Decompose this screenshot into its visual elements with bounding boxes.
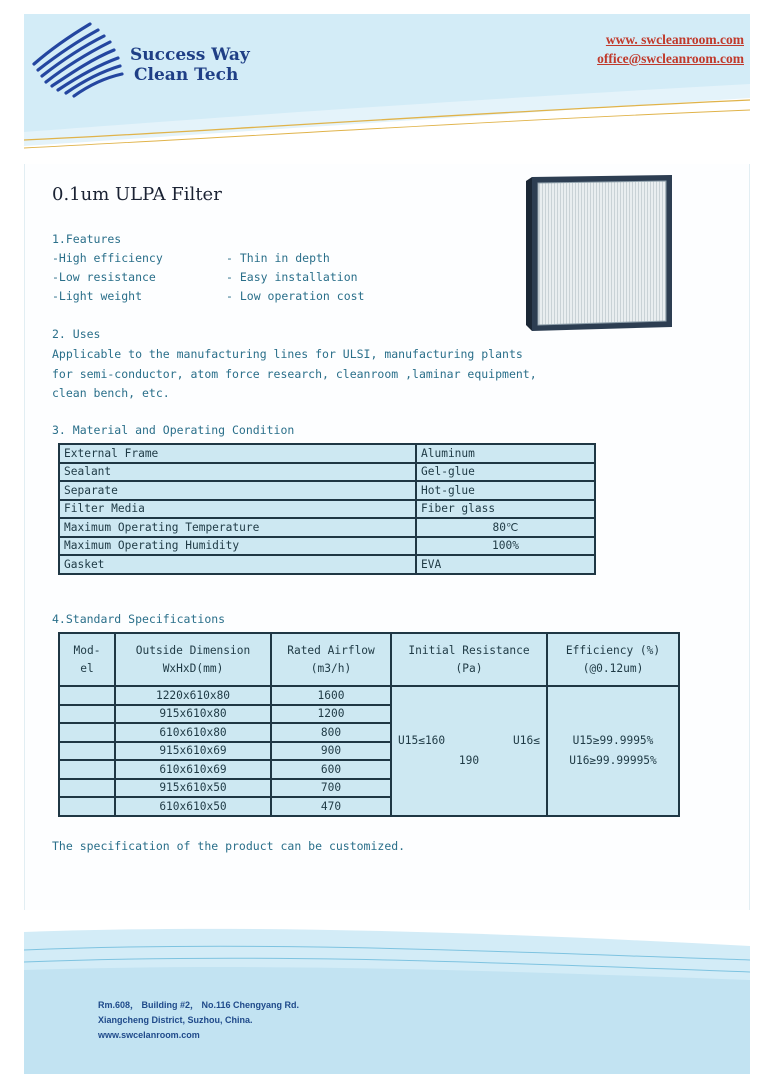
website-link[interactable]: www. swcleanroom.com xyxy=(605,32,744,47)
material-value: Gel-glue xyxy=(416,463,595,482)
material-table xyxy=(58,443,596,575)
material-value: 100% xyxy=(416,537,595,556)
col-dimension xyxy=(115,633,271,686)
spec-airflow: 1600 xyxy=(271,686,391,705)
resistance-u16: U16≤ xyxy=(513,733,540,747)
address-line1: Rm.608， Building #2， No.116 Chengyang Rd. xyxy=(98,1000,300,1010)
product-title: 0.1um ULPA Filter xyxy=(52,184,222,205)
material-value: EVA xyxy=(416,555,595,574)
uses-text xyxy=(52,345,537,404)
col-resistance xyxy=(391,633,547,686)
col-model-line2: el xyxy=(80,661,94,675)
footer-band xyxy=(24,910,750,1074)
feature-right: - Low operation cost xyxy=(226,289,365,303)
table-header-row xyxy=(59,633,679,686)
company-logo-icon xyxy=(28,20,128,100)
material-key: Separate xyxy=(59,481,416,500)
material-key: Sealant xyxy=(59,463,416,482)
efficiency-u15: U15≥99.9995% xyxy=(572,733,654,747)
customization-note: The specification of the product can be customized. xyxy=(52,839,406,853)
uses-line: Applicable to the manufacturing lines for ULSI, manufacturing plants xyxy=(52,347,523,361)
feature-row xyxy=(52,251,330,265)
material-key: Filter Media xyxy=(59,500,416,519)
col-dimension-line1: Outside Dimension xyxy=(135,643,251,657)
spec-airflow: 470 xyxy=(271,797,391,816)
table-row xyxy=(59,444,595,463)
efficiency-u16: U16≥99.99995% xyxy=(569,753,657,767)
table-row xyxy=(59,518,595,537)
material-value: Hot-glue xyxy=(416,481,595,500)
table-row xyxy=(59,463,595,482)
company-name-line1: Success Way xyxy=(130,45,250,65)
feature-left: -Low resistance xyxy=(52,270,156,284)
spec-airflow: 900 xyxy=(271,742,391,761)
material-value: Aluminum xyxy=(416,444,595,463)
spec-dimension: 915x610x50 xyxy=(115,779,271,798)
feature-right: - Thin in depth xyxy=(226,251,330,265)
spec-airflow: 600 xyxy=(271,760,391,779)
spec-dimension: 915x610x80 xyxy=(115,705,271,724)
table-row xyxy=(59,500,595,519)
spec-dimension: 610x610x50 xyxy=(115,797,271,816)
spec-resistance xyxy=(391,686,547,816)
col-model xyxy=(59,633,115,686)
col-model-line1: Mod- xyxy=(73,643,101,657)
address-line2: Xiangcheng District, Suzhou, China. xyxy=(98,1015,253,1025)
uses-line: for semi-conductor, atom force research, cleanroom ,laminar equipment, xyxy=(52,366,537,381)
col-efficiency-line1: Efficiency (%) xyxy=(565,643,661,657)
spec-model xyxy=(59,686,115,705)
features-heading: 1.Features xyxy=(52,232,122,246)
material-key: External Frame xyxy=(59,444,416,463)
col-efficiency xyxy=(547,633,679,686)
col-dimension-line2: WxHxD(mm) xyxy=(162,661,224,675)
specs-table xyxy=(58,632,680,817)
col-resistance-line2: (Pa) xyxy=(455,661,483,675)
feature-left: -High efficiency xyxy=(52,251,163,265)
spec-dimension: 610x610x69 xyxy=(115,760,271,779)
col-airflow-line1: Rated Airflow xyxy=(287,643,375,657)
specs-heading: 4.Standard Specifications xyxy=(52,612,226,626)
material-heading: 3. Material and Operating Condition xyxy=(52,423,295,437)
spec-airflow: 800 xyxy=(271,723,391,742)
spec-dimension: 610x610x80 xyxy=(115,723,271,742)
col-resistance-line1: Initial Resistance xyxy=(408,643,530,657)
contact-block xyxy=(597,30,744,68)
table-row xyxy=(59,686,679,705)
uses-line: clean bench, etc. xyxy=(52,386,170,400)
material-key: Maximum Operating Humidity xyxy=(59,537,416,556)
feature-right: - Easy installation xyxy=(226,270,358,284)
spec-model xyxy=(59,723,115,742)
table-row xyxy=(59,481,595,500)
col-efficiency-line2: (@0.12um) xyxy=(582,661,644,675)
company-name xyxy=(130,45,250,85)
footer-wave-graphic xyxy=(24,910,750,1074)
table-row xyxy=(59,555,595,574)
material-value: Fiber glass xyxy=(416,500,595,519)
material-value: 80℃ xyxy=(416,518,595,537)
email-link[interactable]: office@swcleanroom.com xyxy=(597,51,744,66)
spec-airflow: 700 xyxy=(271,779,391,798)
table-row xyxy=(59,537,595,556)
spec-resistance-line1 xyxy=(394,731,544,751)
footer-address xyxy=(98,998,299,1043)
resistance-u15: U15≤160 xyxy=(398,733,446,747)
feature-row xyxy=(52,270,358,284)
spec-model xyxy=(59,760,115,779)
spec-dimension: 1220x610x80 xyxy=(115,686,271,705)
company-name-line2: Clean Tech xyxy=(134,65,239,85)
spec-model xyxy=(59,742,115,761)
material-key: Gasket xyxy=(59,555,416,574)
spec-model xyxy=(59,797,115,816)
feature-row xyxy=(52,289,365,303)
spec-efficiency xyxy=(547,686,679,816)
ulpa-filter-image xyxy=(524,173,676,333)
uses-heading: 2. Uses xyxy=(52,327,101,341)
material-key: Maximum Operating Temperature xyxy=(59,518,416,537)
col-airflow xyxy=(271,633,391,686)
footer-website-link[interactable]: www.swcelanroom.com xyxy=(98,1030,200,1040)
resistance-u16-value: 190 xyxy=(458,753,480,767)
col-airflow-line2: (m3/h) xyxy=(310,661,352,675)
spec-model xyxy=(59,779,115,798)
feature-left: -Light weight xyxy=(52,289,143,303)
spec-dimension: 915x610x69 xyxy=(115,742,271,761)
spec-airflow: 1200 xyxy=(271,705,391,724)
spec-model xyxy=(59,705,115,724)
